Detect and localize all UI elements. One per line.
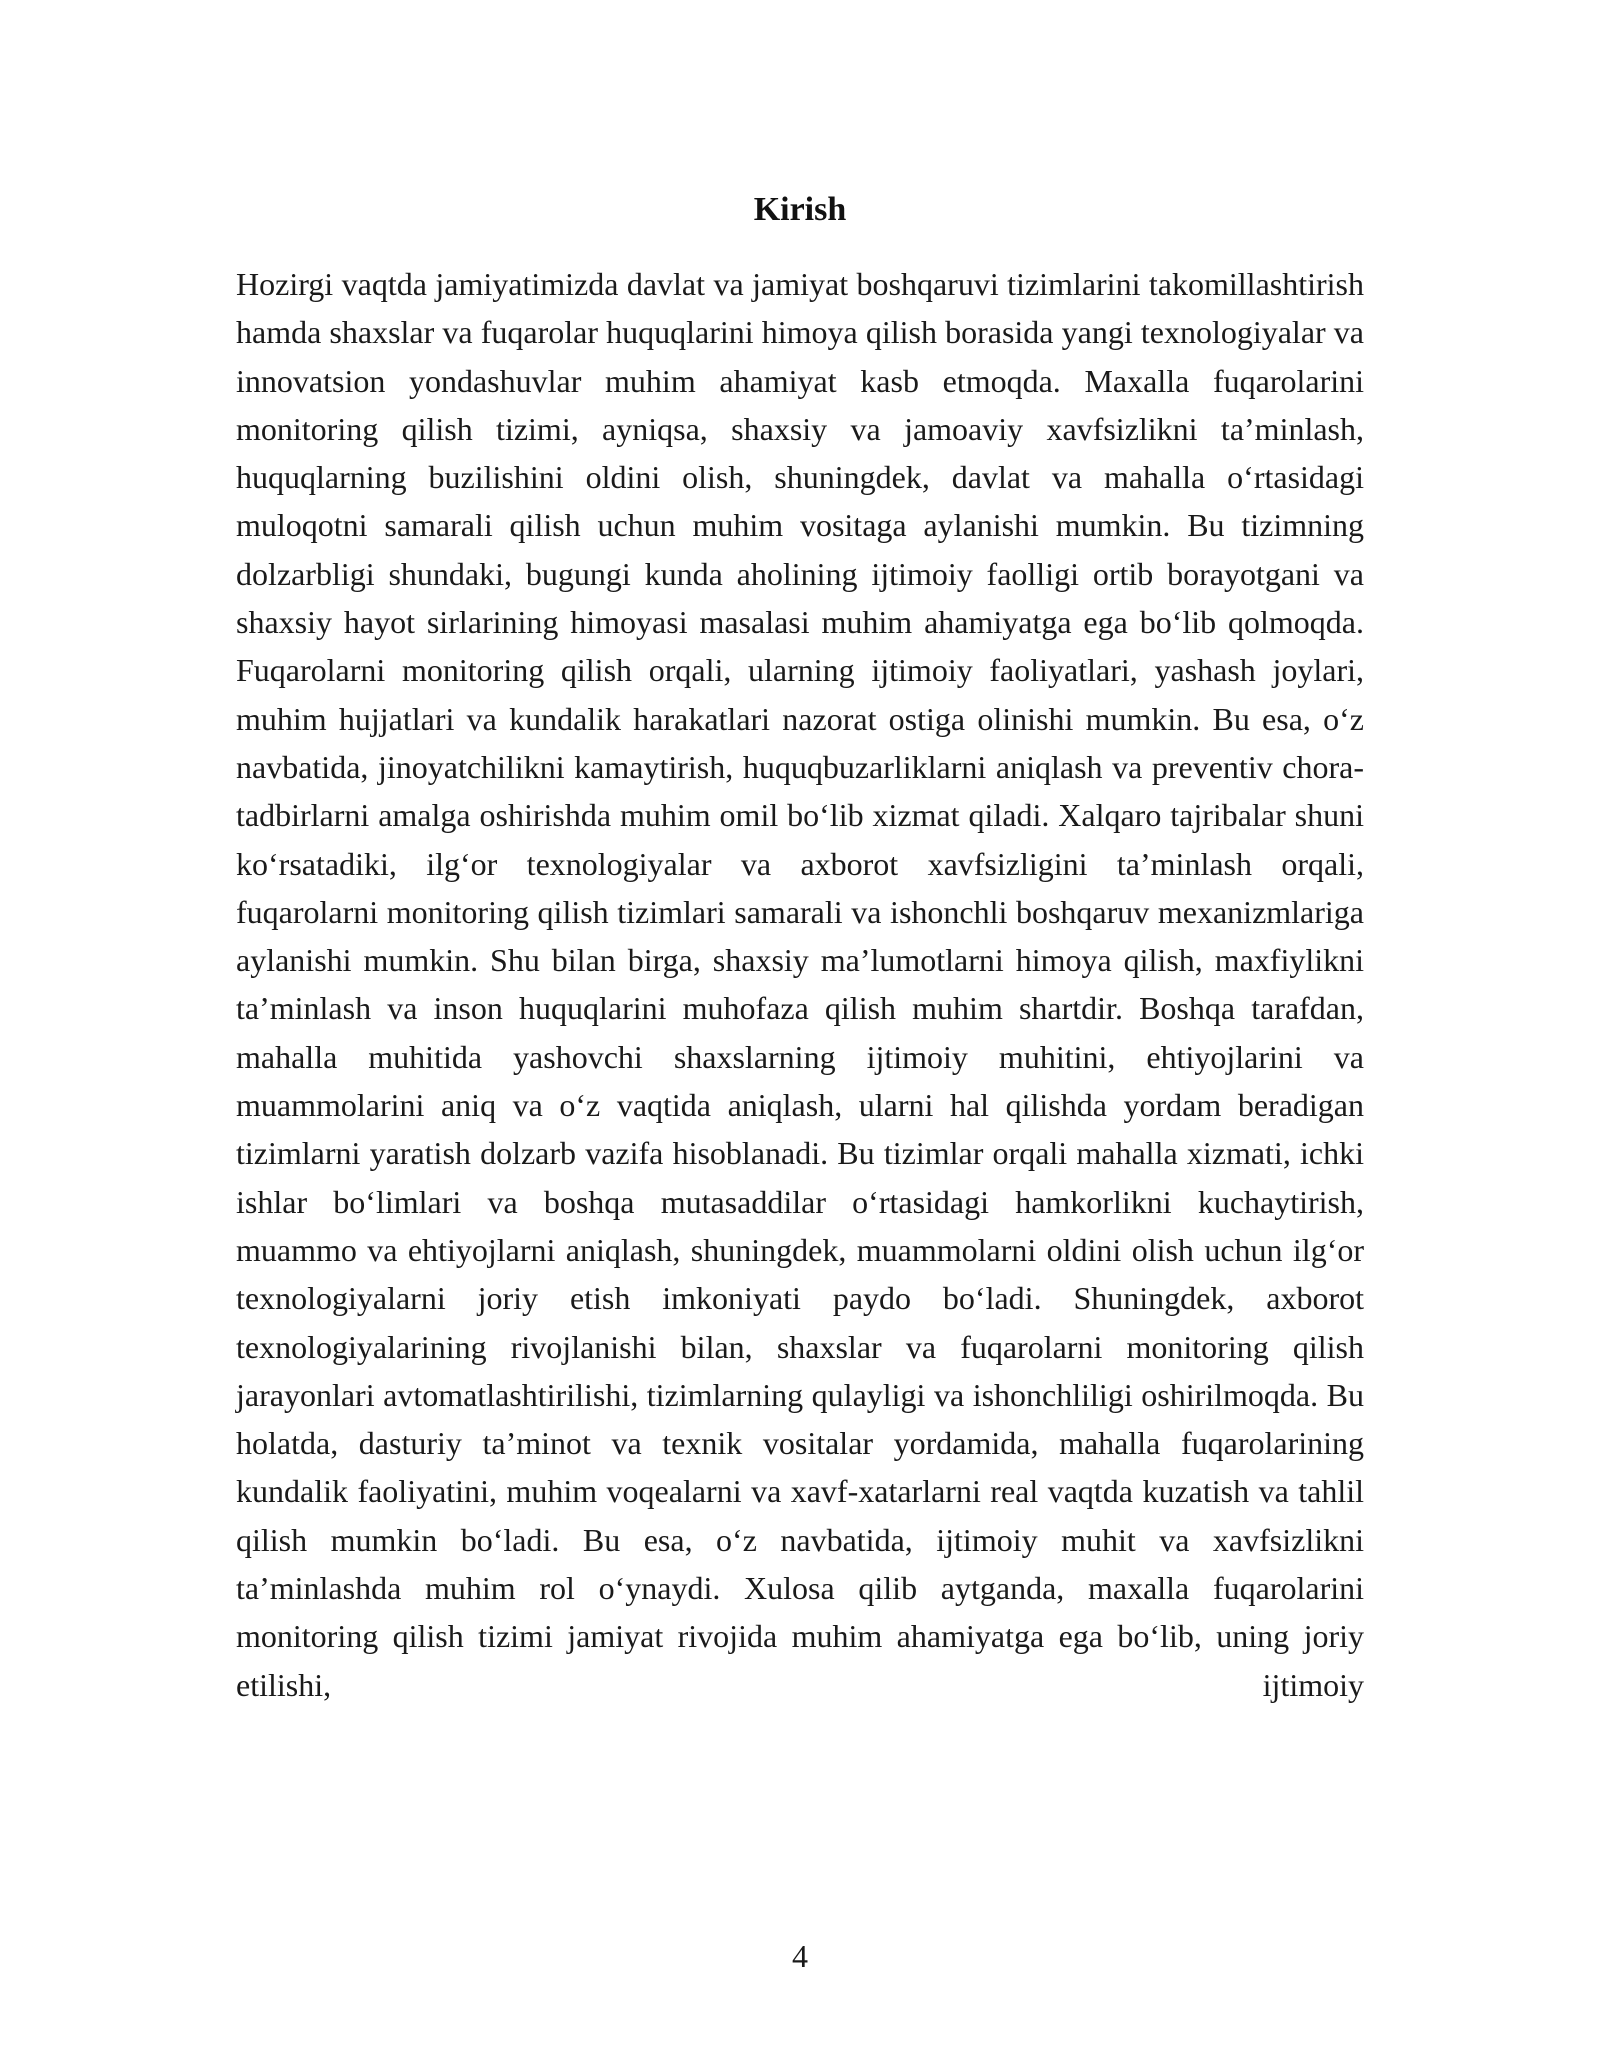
page-number: 4: [792, 1938, 808, 1974]
section-heading: Kirish: [753, 191, 847, 228]
body-paragraph: Hozirgi vaqtda jamiyatimizda davlat va jamiyat boshqaruvi tizimlarini takomillashtirish hamda shaxslar va fuqarolar huquqlarini himoya qilish borasida yangi texnologiyalar va innovatsion yondashuvlar muhim ahamiyat kasb etmoqda. Maxalla fuqarolarini monitoring qilish tizimi, ayniqsa, shaxsiy va jamoaviy xavfsizlikni ta’minlash, huquqlarning buzilishini oldini olish, shuningdek, davlat va mahalla o‘rtasidagi muloqotni samarali qilish uchun muhim vositaga aylanishi mumkin. Bu tizimning dolzarbligi shundaki, bugungi kunda aholining ijtimoiy faolligi ortib borayotgani va shaxsiy hayot sirlarining himoyasi masalasi muhim ahamiyatga ega bo‘lib qolmoqda. Fuqarolarni monitoring qilish orqali, ularning ijtimoiy faoliyatlari, yashash joylari, muhim hujjatlari va kundalik harakatlari nazorat ostiga olinishi mumkin. Bu esa, o‘z navbatida, jinoyatchilikni kamaytirish, huquqbuzarliklarni aniqlash va preventiv chora-tadbirlarni amalga oshirishda muhim omil bo‘lib xizmat qiladi. Xalqaro tajribalar shuni ko‘rsatadiki, ilg‘or texnologiyalar va axborot xavfsizligini ta’minlash orqali, fuqarolarni monitoring qilish tizimlari samarali va ishonchli boshqaruv mexanizmlariga aylanishi mumkin. Shu bilan birga, shaxsiy ma’lumotlarni himoya qilish, maxfiylikni ta’minlash va inson huquqlarini muhofaza qilish muhim shartdir. Boshqa tarafdan, mahalla muhitida yashovchi shaxslarning ijtimoiy muhitini, ehtiyojlarini va muammolarini aniq va o‘z vaqtida aniqlash, ularni hal qilishda yordam beradigan tizimlarni yaratish dolzarb vazifa hisoblanadi. Bu tizimlar orqali mahalla xizmati, ichki ishlar bo‘limlari va boshqa mutasaddilar o‘rtasidagi hamkorlikni kuchaytirish, muammo va ehtiyojlarni aniqlash, shuningdek, muammolarni oldini olish uchun ilg‘or texnologiyalarni joriy etish imkoniyati paydo bo‘ladi. Shuningdek, axborot texnologiyalarining rivojlanishi bilan, shaxslar va fuqarolarni monitoring qilish jarayonlari avtomatlashtirilishi, tizimlarning qulayligi va ishonchliligi oshirilmoqda. Bu holatda, dasturiy ta’minot va texnik vositalar yordamida, mahalla fuqarolarining kundalik faoliyatini, muhim voqealarni va xavf-xatarlarni real vaqtda kuzatish va tahlil qilish mumkin bo‘ladi. Bu esa, o‘z navbatida, ijtimoiy muhit va xavfsizlikni ta’minlashda muhim rol o‘ynaydi. Xulosa qilib aytganda, maxalla fuqarolarini monitoring qilish tizimi jamiyat rivojida muhim ahamiyatga ega bo‘lib, uning joriy etilishi, ijtimoiy: [236, 266, 1364, 1703]
